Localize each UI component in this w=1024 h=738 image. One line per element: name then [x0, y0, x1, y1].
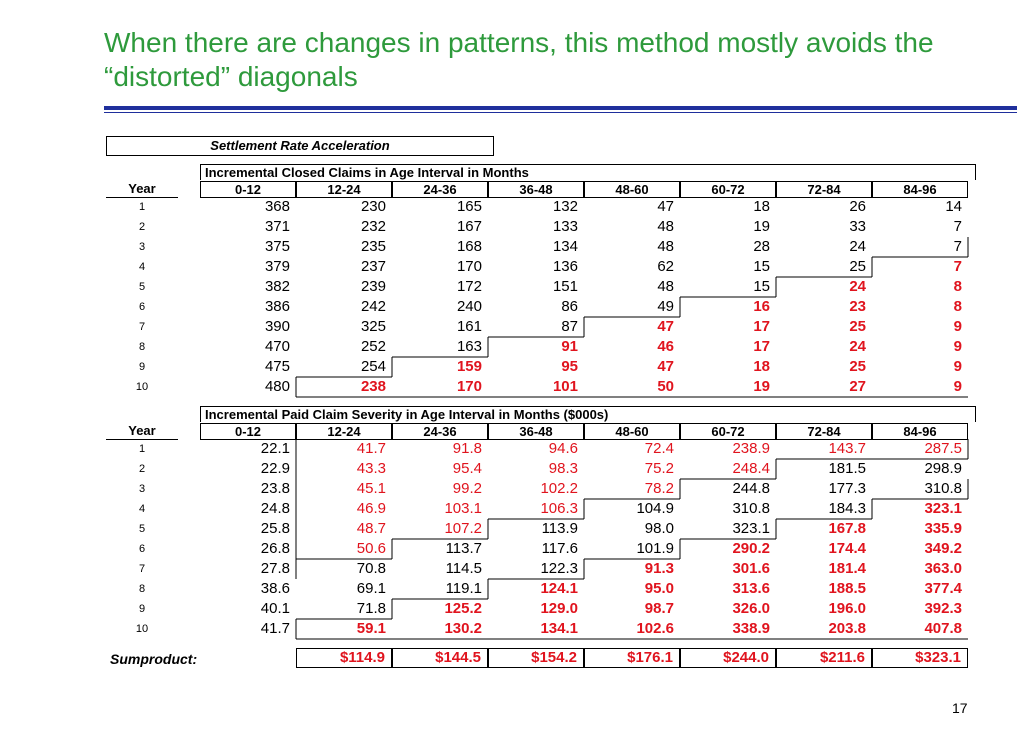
value-cell: 27.8 [260, 560, 290, 577]
age-header-cell: 60-72 [680, 181, 776, 198]
value-cell: 161 [456, 318, 482, 335]
value-cell: 129.0 [540, 600, 578, 617]
year-cell: 2 [138, 221, 146, 233]
year-cell: 9 [138, 361, 146, 373]
value-cell: 377.4 [924, 580, 962, 597]
value-cell: 25 [849, 258, 866, 275]
age-header-cell: 24-36 [392, 423, 488, 440]
value-cell: 475 [264, 358, 290, 375]
value-cell: 23 [849, 298, 866, 315]
sumproduct-cell: $244.0 [680, 648, 776, 668]
year-cell: 10 [135, 623, 149, 635]
value-cell: 107.2 [444, 520, 482, 537]
year-cell: 2 [138, 463, 146, 475]
value-cell: 232 [360, 218, 386, 235]
value-cell: 24 [849, 238, 866, 255]
value-cell: 27 [849, 378, 866, 395]
age-header-cell: 36-48 [488, 423, 584, 440]
value-cell: 104.9 [636, 500, 674, 517]
value-cell: 7 [953, 238, 962, 255]
value-cell: 188.5 [828, 580, 866, 597]
value-cell: 290.2 [732, 540, 770, 557]
value-cell: 172 [456, 278, 482, 295]
page-number: 17 [952, 700, 968, 716]
year-cell: 8 [138, 341, 146, 353]
value-cell: 9 [953, 378, 962, 395]
value-cell: 244.8 [732, 480, 770, 497]
value-cell: 174.4 [828, 540, 866, 557]
value-cell: 7 [953, 218, 962, 235]
value-cell: 237 [360, 258, 386, 275]
year-cell: 3 [138, 241, 146, 253]
value-cell: 170 [456, 258, 482, 275]
value-cell: 248.4 [732, 460, 770, 477]
year-cell: 6 [138, 543, 146, 555]
value-cell: 133 [552, 218, 578, 235]
value-cell: 242 [360, 298, 386, 315]
value-cell: 87 [561, 318, 578, 335]
value-cell: 50.6 [356, 540, 386, 557]
year-cell: 9 [138, 603, 146, 615]
value-cell: 470 [264, 338, 290, 355]
value-cell: 386 [264, 298, 290, 315]
value-cell: 114.5 [445, 560, 482, 577]
value-cell: 78.2 [644, 480, 674, 497]
value-cell: 47 [657, 198, 674, 215]
value-cell: 24 [849, 338, 866, 355]
value-cell: 46 [657, 338, 674, 355]
value-cell: 62 [657, 258, 674, 275]
value-cell: 23.8 [260, 480, 290, 497]
value-cell: 254 [360, 358, 386, 375]
age-header-cell: 60-72 [680, 423, 776, 440]
value-cell: 168 [456, 238, 482, 255]
value-cell: 124.1 [540, 580, 578, 597]
value-cell: 14 [945, 198, 962, 215]
value-cell: 86 [561, 298, 578, 315]
value-cell: 159 [456, 358, 482, 375]
value-cell: 143.7 [828, 440, 866, 457]
value-cell: 45.1 [356, 480, 386, 497]
value-cell: 48 [657, 278, 674, 295]
value-cell: 167.8 [828, 520, 866, 537]
value-cell: 19 [753, 378, 770, 395]
year-header: Year [106, 181, 178, 198]
value-cell: 170 [456, 378, 482, 395]
value-cell: 98.0 [644, 520, 674, 537]
value-cell: 40.1 [260, 600, 290, 617]
value-cell: 22.1 [260, 440, 290, 457]
value-cell: 181.5 [828, 460, 866, 477]
age-header-cell: 72-84 [776, 181, 872, 198]
value-cell: 15 [753, 278, 770, 295]
value-cell: 47 [657, 318, 674, 335]
value-cell: 310.8 [924, 480, 962, 497]
sumproduct-cell: $176.1 [584, 648, 680, 668]
value-cell: 349.2 [924, 540, 962, 557]
value-cell: 230 [360, 198, 386, 215]
value-cell: 103.1 [444, 500, 482, 517]
value-cell: 310.8 [732, 500, 770, 517]
age-header-cell: 36-48 [488, 181, 584, 198]
value-cell: 240 [456, 298, 482, 315]
year-header: Year [106, 423, 178, 440]
value-cell: 9 [953, 338, 962, 355]
value-cell: 18 [753, 358, 770, 375]
age-header-cell: 48-60 [584, 423, 680, 440]
year-cell: 6 [138, 301, 146, 313]
sumproduct-cell: $323.1 [872, 648, 968, 668]
value-cell: 122.3 [540, 560, 578, 577]
value-cell: 41.7 [356, 440, 386, 457]
value-cell: 48 [657, 218, 674, 235]
value-cell: 72.4 [644, 440, 674, 457]
value-cell: 33 [849, 218, 866, 235]
value-cell: 95.4 [452, 460, 482, 477]
year-cell: 5 [138, 281, 146, 293]
value-cell: 101.9 [636, 540, 674, 557]
sumproduct-cell: $114.9 [296, 648, 392, 668]
value-cell: 407.8 [924, 620, 962, 637]
value-cell: 326.0 [732, 600, 770, 617]
year-cell: 3 [138, 483, 146, 495]
value-cell: 392.3 [924, 600, 962, 617]
value-cell: 46.9 [356, 500, 386, 517]
value-cell: 70.8 [356, 560, 386, 577]
year-cell: 1 [138, 201, 146, 213]
value-cell: 167 [456, 218, 482, 235]
age-header-cell: 72-84 [776, 423, 872, 440]
year-cell: 7 [138, 321, 146, 333]
value-cell: 48.7 [356, 520, 386, 537]
value-cell: 24 [849, 278, 866, 295]
value-cell: 25.8 [260, 520, 290, 537]
sumproduct-label: Sumproduct: [110, 651, 198, 667]
value-cell: 203.8 [828, 620, 866, 637]
value-cell: 313.6 [732, 580, 770, 597]
value-cell: 15 [753, 258, 770, 275]
value-cell: 134.1 [540, 620, 578, 637]
year-cell: 8 [138, 583, 146, 595]
value-cell: 125.2 [444, 600, 482, 617]
table-title: Incremental Paid Claim Severity in Age Interval in Months ($000s) [200, 406, 976, 422]
value-cell: 132 [552, 198, 578, 215]
value-cell: 95 [561, 358, 578, 375]
value-cell: 196.0 [828, 600, 866, 617]
value-cell: 98.3 [548, 460, 578, 477]
age-header-cell: 12-24 [296, 423, 392, 440]
year-cell: 4 [138, 261, 146, 273]
sumproduct-cell: $211.6 [776, 648, 872, 668]
value-cell: 101 [552, 378, 578, 395]
value-cell: 71.8 [356, 600, 386, 617]
value-cell: 95.0 [644, 580, 674, 597]
age-header-cell: 84-96 [872, 181, 968, 198]
value-cell: 119.1 [445, 580, 482, 597]
value-cell: 102.2 [540, 480, 578, 497]
age-header-cell: 0-12 [200, 181, 296, 198]
value-cell: 91.8 [452, 440, 482, 457]
value-cell: 238 [360, 378, 386, 395]
value-cell: 69.1 [356, 580, 386, 597]
value-cell: 323.1 [924, 500, 962, 517]
value-cell: 181.4 [828, 560, 866, 577]
sumproduct-cell: $144.5 [392, 648, 488, 668]
value-cell: 371 [264, 218, 290, 235]
value-cell: 113.7 [445, 540, 482, 557]
value-cell: 184.3 [828, 500, 866, 517]
value-cell: 28 [753, 238, 770, 255]
value-cell: 235 [360, 238, 386, 255]
value-cell: 301.6 [732, 560, 770, 577]
value-cell: 287.5 [924, 440, 962, 457]
value-cell: 17 [753, 318, 770, 335]
value-cell: 363.0 [924, 560, 962, 577]
value-cell: 75.2 [644, 460, 674, 477]
value-cell: 9 [953, 358, 962, 375]
value-cell: 91 [561, 338, 578, 355]
value-cell: 16 [753, 298, 770, 315]
value-cell: 50 [657, 378, 674, 395]
value-cell: 106.3 [540, 500, 578, 517]
value-cell: 298.9 [924, 460, 962, 477]
age-header-cell: 24-36 [392, 181, 488, 198]
slide-title: When there are changes in patterns, this method mostly avoids the “distorted” diagonals [104, 27, 934, 92]
value-cell: 375 [264, 238, 290, 255]
value-cell: 22.9 [260, 460, 290, 477]
value-cell: 25 [849, 358, 866, 375]
value-cell: 41.7 [260, 620, 290, 637]
value-cell: 134 [552, 238, 578, 255]
value-cell: 25 [849, 318, 866, 335]
year-cell: 10 [135, 381, 149, 393]
value-cell: 8 [953, 278, 962, 295]
value-cell: 136 [552, 258, 578, 275]
age-header-cell: 12-24 [296, 181, 392, 198]
year-cell: 1 [138, 443, 146, 455]
value-cell: 239 [360, 278, 386, 295]
value-cell: 117.6 [541, 540, 578, 557]
section-label: Settlement Rate Acceleration [106, 136, 494, 156]
value-cell: 335.9 [924, 520, 962, 537]
value-cell: 338.9 [732, 620, 770, 637]
value-cell: 113.9 [541, 520, 578, 537]
value-cell: 323.1 [732, 520, 770, 537]
value-cell: 17 [753, 338, 770, 355]
value-cell: 48 [657, 238, 674, 255]
value-cell: 130.2 [444, 620, 482, 637]
value-cell: 252 [360, 338, 386, 355]
value-cell: 9 [953, 318, 962, 335]
age-header-cell: 0-12 [200, 423, 296, 440]
year-cell: 7 [138, 563, 146, 575]
year-cell: 5 [138, 523, 146, 535]
value-cell: 480 [264, 378, 290, 395]
value-cell: 59.1 [356, 620, 386, 637]
value-cell: 94.6 [548, 440, 578, 457]
year-cell: 4 [138, 503, 146, 515]
value-cell: 8 [953, 298, 962, 315]
value-cell: 19 [753, 218, 770, 235]
value-cell: 47 [657, 358, 674, 375]
value-cell: 177.3 [828, 480, 866, 497]
value-cell: 151 [552, 278, 578, 295]
value-cell: 38.6 [260, 580, 290, 597]
value-cell: 390 [264, 318, 290, 335]
value-cell: 91.3 [644, 560, 674, 577]
value-cell: 7 [953, 258, 962, 275]
value-cell: 368 [264, 198, 290, 215]
value-cell: 102.6 [636, 620, 674, 637]
age-header-cell: 48-60 [584, 181, 680, 198]
value-cell: 18 [753, 198, 770, 215]
value-cell: 24.8 [260, 500, 290, 517]
sumproduct-cell: $154.2 [488, 648, 584, 668]
value-cell: 99.2 [452, 480, 482, 497]
value-cell: 165 [456, 198, 482, 215]
value-cell: 325 [360, 318, 386, 335]
table-title: Incremental Closed Claims in Age Interval in Months [200, 164, 976, 180]
value-cell: 26 [849, 198, 866, 215]
age-header-cell: 84-96 [872, 423, 968, 440]
value-cell: 379 [264, 258, 290, 275]
value-cell: 163 [456, 338, 482, 355]
value-cell: 43.3 [356, 460, 386, 477]
value-cell: 49 [657, 298, 674, 315]
value-cell: 382 [264, 278, 290, 295]
value-cell: 238.9 [732, 440, 770, 457]
value-cell: 98.7 [644, 600, 674, 617]
value-cell: 26.8 [260, 540, 290, 557]
